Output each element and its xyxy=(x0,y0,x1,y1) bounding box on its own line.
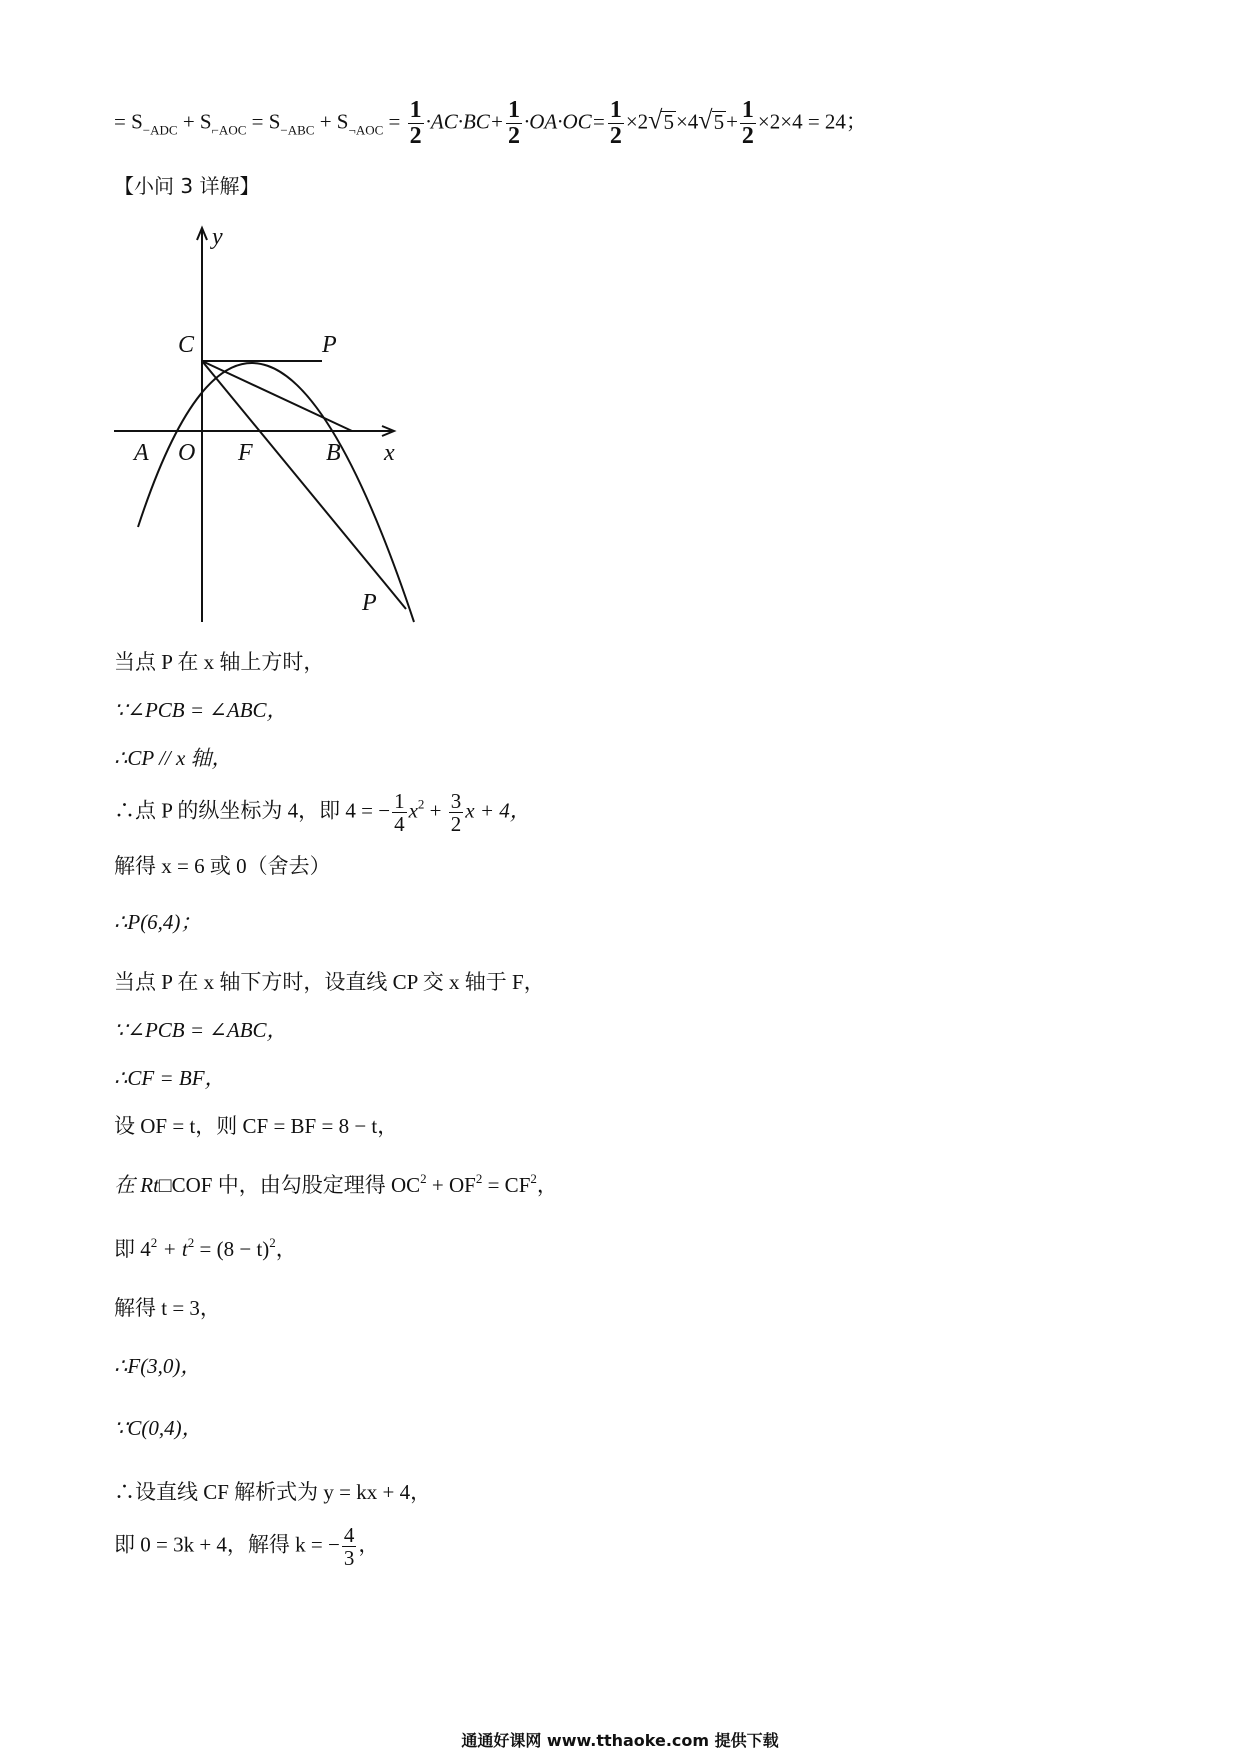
denominator: 2 xyxy=(409,123,422,150)
formula-sub: ⌐AOC xyxy=(211,122,247,138)
numerator: 4 xyxy=(343,1523,355,1547)
line-text: 在 Rt xyxy=(114,1173,159,1197)
label-b: B xyxy=(326,440,341,466)
formula-text: ·OA·OC= xyxy=(523,109,606,134)
denominator: 2 xyxy=(450,812,462,837)
formula-text: ·AC·BC+ xyxy=(425,109,504,134)
denominator: 2 xyxy=(609,123,622,150)
line-text: 即 4 xyxy=(114,1237,151,1261)
text-line: ∵∠PCB = ∠ABC， xyxy=(114,1018,288,1042)
text-line-fraction xyxy=(114,790,531,835)
fraction xyxy=(392,790,407,835)
text-line-fraction xyxy=(114,1524,379,1569)
text-line: 解得 t = 3， xyxy=(114,1296,221,1320)
exponent: 2 xyxy=(269,1235,276,1250)
formula-text: = S xyxy=(246,109,281,134)
fraction xyxy=(408,98,424,149)
formula-text: ×2×4 = 24； xyxy=(757,109,867,134)
fraction xyxy=(740,98,756,149)
label-x: x xyxy=(384,440,395,466)
exponent: 2 xyxy=(475,1171,483,1186)
line-text: x xyxy=(408,798,418,823)
text-line: ∴设直线 CF 解析式为 y = kx + 4， xyxy=(114,1480,432,1504)
text-line: 当点 P 在 x 轴下方时，设直线 CP 交 x 轴于 F， xyxy=(114,970,545,994)
exponent: 2 xyxy=(187,1235,195,1250)
section-header: 【小问 3 详解】 xyxy=(114,174,260,198)
formula-text: + S xyxy=(314,109,349,134)
denominator: 3 xyxy=(343,1546,355,1571)
text-line: ∴F(3,0)， xyxy=(114,1354,202,1378)
formula-sub: −ABC xyxy=(280,122,315,138)
label-o: O xyxy=(178,440,196,466)
segment-cp-bottom xyxy=(202,361,406,609)
segment-cb xyxy=(202,361,352,431)
formula-text: ×4 xyxy=(675,109,699,134)
numerator: 3 xyxy=(450,789,462,813)
label-p-top: P xyxy=(322,332,337,358)
text-line: ∴P(6,4)； xyxy=(114,910,202,934)
sqrt-sign: √ xyxy=(698,105,713,135)
numerator: 1 xyxy=(741,97,754,123)
formula-sub: −ADC xyxy=(142,122,178,138)
denominator: 2 xyxy=(741,123,754,150)
line-text: + OF xyxy=(426,1173,476,1197)
fraction xyxy=(449,790,464,835)
fraction xyxy=(608,98,624,149)
line-text: ， xyxy=(358,1532,380,1557)
line-text: + t xyxy=(157,1237,188,1261)
text-line: ∴CF = BF， xyxy=(114,1066,226,1090)
formula-text: + S xyxy=(177,109,212,134)
denominator: 2 xyxy=(507,123,520,150)
text-line: ∴CP // x 轴， xyxy=(114,746,233,770)
fraction xyxy=(506,98,522,149)
text-line: 设 OF = t，则 CF = BF = 8 − t， xyxy=(114,1114,399,1138)
line-text: = CF xyxy=(482,1173,531,1197)
formula-sub: ¬AOC xyxy=(348,122,384,138)
exponent: 2 xyxy=(420,1171,427,1186)
line-text: ， xyxy=(275,1237,297,1261)
formula-text: = S xyxy=(114,109,143,134)
page-footer: 通通好课网 www.tthaoke.com 提供下载 xyxy=(461,1731,779,1750)
sqrt-sign: √ xyxy=(648,105,663,135)
line-text: □COF 中，由勾股定理得 OC xyxy=(158,1173,421,1197)
numerator: 1 xyxy=(609,97,622,123)
numerator: 1 xyxy=(394,789,405,813)
numerator: 1 xyxy=(409,97,422,123)
parabola-diagram xyxy=(104,222,424,632)
text-line-pythagoras xyxy=(114,1172,558,1196)
numerator: 1 xyxy=(507,97,520,123)
exponent: 2 xyxy=(150,1235,158,1250)
text-line: ∵C(0,4)， xyxy=(114,1416,203,1440)
line-text: ， xyxy=(536,1173,558,1197)
exponent: 2 xyxy=(417,796,425,812)
label-y: y xyxy=(212,224,223,250)
exponent: 2 xyxy=(530,1171,537,1186)
text-line: 解得 x = 6 或 0（舍去） xyxy=(114,854,331,878)
text-line: ∵∠PCB = ∠ABC， xyxy=(114,698,288,722)
line-text: + xyxy=(424,798,447,823)
line-text: ∴点 P 的纵坐标为 4，即 4 = − xyxy=(114,798,391,823)
label-p-bottom: P xyxy=(362,590,377,616)
line-text: = (8 − t) xyxy=(194,1237,270,1261)
text-line: 当点 P 在 x 轴上方时， xyxy=(114,650,325,674)
radicand: 5 xyxy=(663,109,674,134)
formula-text: = xyxy=(383,109,406,134)
line-text: 即 0 = 3k + 4，解得 k = − xyxy=(114,1532,340,1557)
denominator: 4 xyxy=(394,812,405,837)
label-f: F xyxy=(238,440,253,466)
fraction xyxy=(342,1524,357,1569)
text-line-equation xyxy=(114,1236,297,1260)
line-text: x + 4， xyxy=(465,798,531,823)
area-formula xyxy=(114,98,867,149)
radicand: 5 xyxy=(713,109,725,134)
label-a: A xyxy=(134,440,149,466)
parabola-curve xyxy=(138,363,414,622)
formula-text: ×2 xyxy=(625,109,649,134)
formula-text: + xyxy=(726,109,738,134)
label-c: C xyxy=(178,332,195,358)
